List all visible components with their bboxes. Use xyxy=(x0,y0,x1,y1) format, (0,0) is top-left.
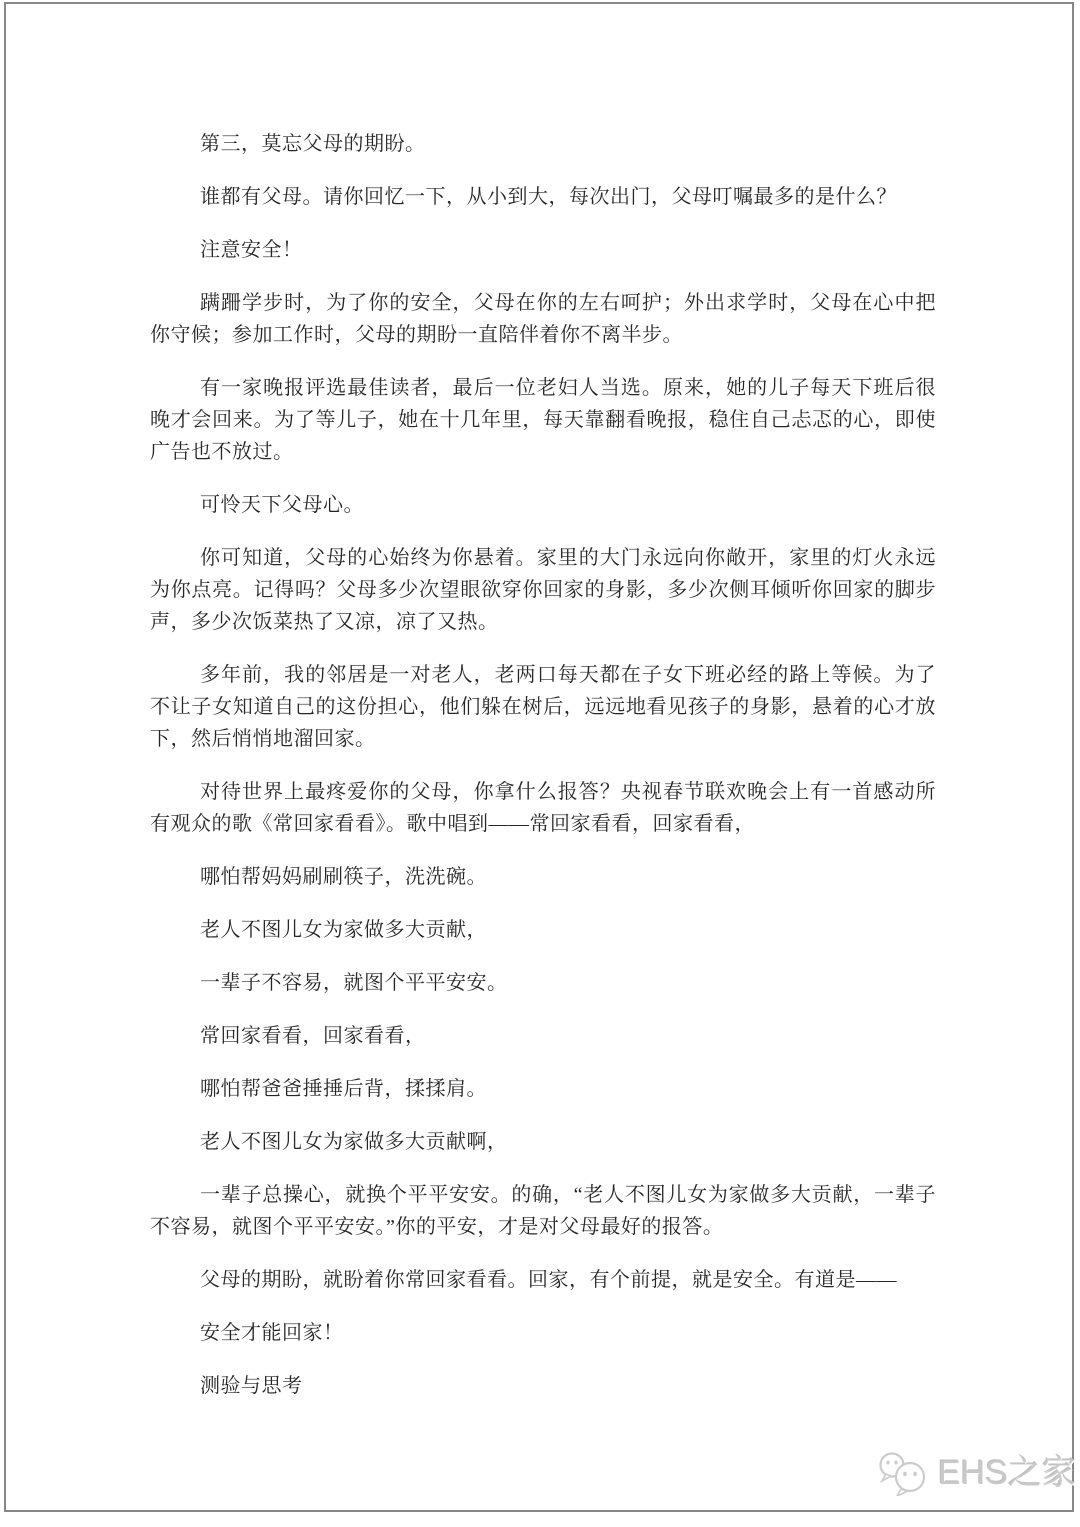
paragraph-10: 哪怕帮妈妈刷刷筷子，洗洗碗。 xyxy=(200,866,487,888)
paragraph-12: 一辈子不容易，就图个平平安安。 xyxy=(200,972,508,994)
paragraph-6: 可怜天下父母心。 xyxy=(200,494,364,516)
paragraph-9: 对待世界上最疼爱你的父母，你拿什么报答？央视春节联欢晚会上有一首感动所有观众的歌《常回家看看》。歌中唱到——常回家看看，回家看看， xyxy=(150,781,936,835)
watermark xyxy=(876,1450,1076,1496)
paragraph-15: 老人不图儿女为家做多大贡献啊， xyxy=(200,1131,508,1153)
paragraph-8: 多年前，我的邻居是一对老人，老两口每天都在子女下班必经的路上等候。为了不让子女知道自己的这份担心，他们躲在树后，远远地看见孩子的身影，悬着的心才放下，然后悄悄地溜回家。 xyxy=(150,664,936,750)
paragraph-14: 哪怕帮爸爸捶捶后背，揉揉肩。 xyxy=(200,1078,487,1100)
paragraph-5: 有一家晚报评选最佳读者，最后一位老妇人当选。原来，她的儿子每天下班后很晚才会回来。为了等儿子，她在十几年里，每天靠翻看晚报，稳住自己忐忑的心，即使广告也不放过。 xyxy=(150,377,936,463)
paragraph-17: 父母的期盼，就盼着你常回家看看。回家，有个前提，就是安全。有道是—— xyxy=(200,1269,897,1291)
paragraph-16: 一辈子总操心，就换个平平安安。的确，“老人不图儿女为家做多大贡献，一辈子不容易，就图个平平安安。”你的平安，才是对父母最好的报答。 xyxy=(150,1184,936,1238)
paragraph-18: 安全才能回家！ xyxy=(200,1322,344,1344)
paragraph-13: 常回家看看，回家看看， xyxy=(200,1025,426,1047)
paragraph-4: 蹒跚学步时，为了你的安全，父母在你的左右呵护；外出求学时，父母在心中把你守候；参加工作时，父母的期盼一直陪伴着你不离半步。 xyxy=(150,292,936,346)
paragraph-1: 第三，莫忘父母的期盼。 xyxy=(200,133,426,155)
document-body xyxy=(150,128,936,1423)
paragraph-2: 谁都有父母。请你回忆一下，从小到大，每次出门，父母叮嘱最多的是什么？ xyxy=(200,186,897,208)
paragraph-7: 你可知道，父母的心始终为你悬着。家里的大门永远向你敞开，家里的灯火永远为你点亮。记得吗？父母多少次望眼欲穿你回家的身影，多少次侧耳倾听你回家的脚步声，多少次饭菜热了又凉，凉了又热。 xyxy=(150,547,936,633)
paragraph-3: 注意安全！ xyxy=(200,239,303,261)
paragraph-19: 测验与思考 xyxy=(200,1375,303,1397)
wechat-bubbles-icon xyxy=(876,1450,932,1496)
paragraph-11: 老人不图儿女为家做多大贡献， xyxy=(200,919,487,941)
watermark-label: EHS之家 xyxy=(938,1454,1076,1492)
